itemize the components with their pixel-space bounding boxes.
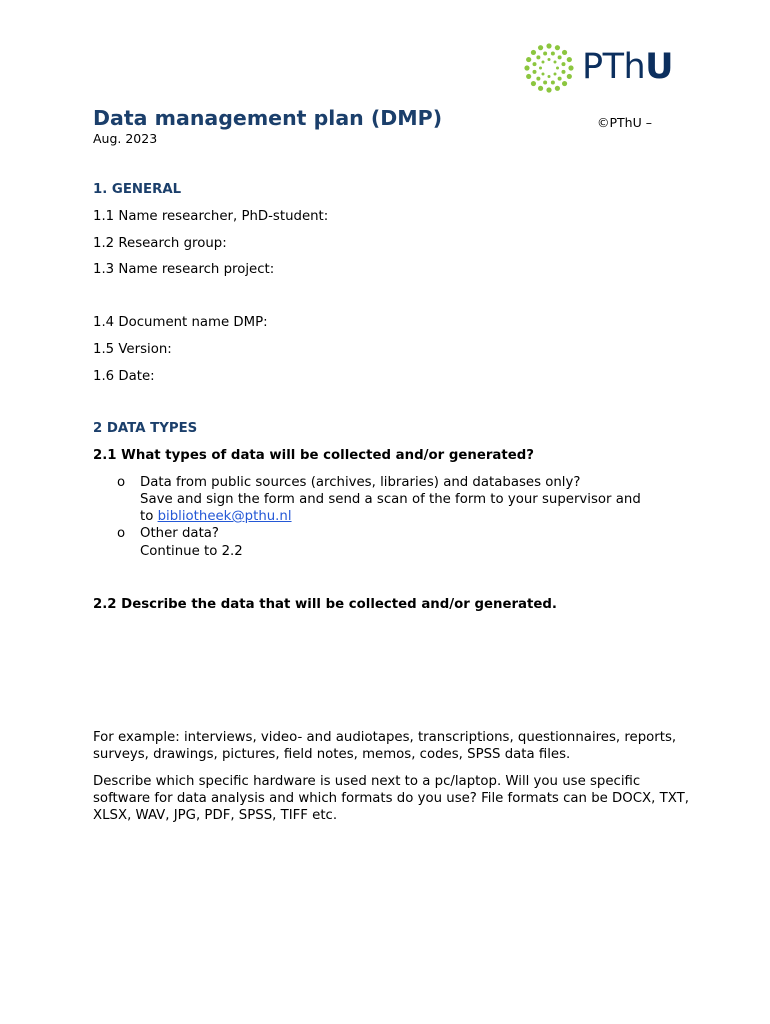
logo-dot (526, 57, 531, 62)
copyright-notice: ©PThU – (597, 115, 652, 130)
logo-dot (533, 62, 537, 66)
logo-dot (543, 52, 547, 56)
logo-dot (568, 65, 573, 70)
logo-dot (555, 86, 560, 91)
field-date: 1.6 Date: (93, 369, 155, 384)
logo-dot (562, 81, 567, 86)
field-version: 1.5 Version: (93, 342, 172, 357)
logo-dot (548, 58, 551, 61)
logo-dot (539, 67, 542, 70)
logo-dot (554, 73, 557, 76)
bullet-marker-1: o (117, 475, 126, 490)
logo-dot (548, 75, 551, 78)
option-public-sources-instruction: Save and sign the form and send a scan of the form to your supervisor and (140, 492, 641, 507)
logo-dot (543, 80, 547, 84)
field-research-group: 1.2 Research group: (93, 236, 227, 251)
field-name-researcher: 1.1 Name researcher, PhD-student: (93, 209, 329, 224)
logo-dot (536, 55, 540, 59)
logo-dot (531, 81, 536, 86)
page-title: Data management plan (DMP) (93, 106, 443, 130)
logo-dot (551, 52, 555, 56)
logo-dot (561, 70, 565, 74)
email-prefix: to (140, 509, 158, 524)
field-research-project: 1.3 Name research project: (93, 262, 275, 277)
question-2-1: 2.1 What types of data will be collected and/or generated? (93, 448, 534, 463)
logo-wordmark-end: U (645, 47, 674, 87)
logo-dot (554, 60, 557, 63)
option-other-data-continue: Continue to 2.2 (140, 544, 243, 559)
logo-dot (536, 77, 540, 81)
logo-dot (561, 62, 565, 66)
option-public-sources: Data from public sources (archives, libraries) and databases only? (140, 475, 581, 490)
section-data-types-heading: 2 DATA TYPES (93, 421, 198, 436)
logo-dot (546, 43, 551, 48)
hardware-software-paragraph: Describe which specific hardware is used next to a pc/laptop. Will you use specific software for data analysis and which formats do you use? File formats can be DOCX, TXT, XLSX, WAV, JPG, PDF, SPSS, TIFF etc. (93, 774, 689, 823)
logo-dot (541, 60, 544, 63)
logo-dot (558, 55, 562, 59)
logo-dot (556, 67, 559, 70)
section-general-heading: 1. GENERAL (93, 182, 182, 197)
option-public-sources-email-line (140, 509, 292, 524)
logo-dot (567, 74, 572, 79)
library-email-link[interactable]: bibliotheek@pthu.nl (157, 509, 292, 524)
logo-dot (546, 87, 551, 92)
pthu-logo (523, 42, 683, 94)
logo-dot (555, 45, 560, 50)
question-2-2: 2.2 Describe the data that will be collected and/or generated. (93, 597, 557, 612)
example-data-paragraph: For example: interviews, video- and audiotapes, transcriptions, questionnaires, reports, surveys, drawings, pictures, field notes, memos, codes, SPSS data files. (93, 730, 677, 762)
logo-dot (562, 50, 567, 55)
logo-wordmark (582, 44, 673, 90)
option-other-data: Other data? (140, 526, 219, 541)
logo-dot (526, 74, 531, 79)
logo-dot (541, 73, 544, 76)
logo-dot (558, 77, 562, 81)
logo-dot (533, 70, 537, 74)
document-date: Aug. 2023 (93, 131, 158, 146)
logo-wordmark-main: PTh (582, 47, 646, 87)
logo-dot (538, 86, 543, 91)
logo-dot (524, 65, 529, 70)
field-document-name: 1.4 Document name DMP: (93, 315, 268, 330)
pthu-dot-circle-icon (523, 42, 575, 94)
logo-dot (531, 50, 536, 55)
bullet-marker-2: o (117, 526, 126, 541)
logo-dot (538, 45, 543, 50)
logo-dot (551, 80, 555, 84)
logo-dot (567, 57, 572, 62)
